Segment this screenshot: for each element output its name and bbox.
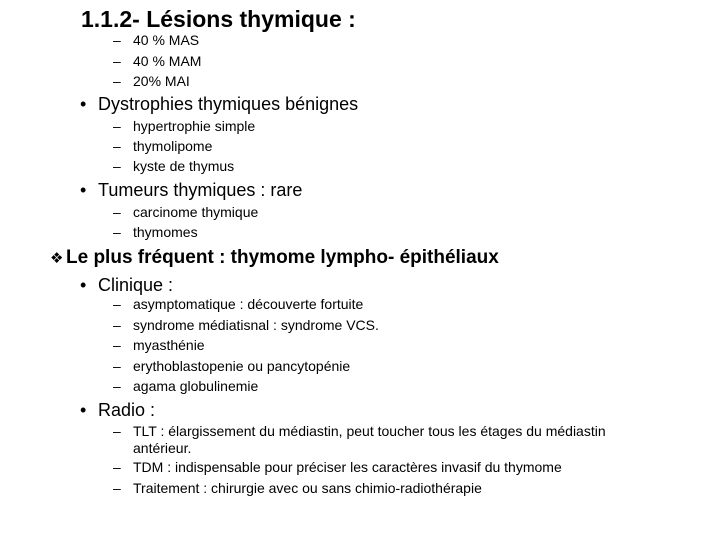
tumeurs-heading: • Tumeurs thymiques : rare — [80, 180, 303, 200]
dash-icon: – — [113, 378, 121, 394]
section-title: 1.1.2- Lésions thymique : — [81, 6, 356, 32]
list-item: – 40 % MAM — [113, 53, 202, 69]
list-item: – syndrome médiatisnal : syndrome VCS. — [113, 317, 379, 333]
dash-icon: – — [113, 296, 121, 312]
dash-icon: – — [113, 224, 121, 240]
list-item: – 40 % MAS — [113, 32, 200, 48]
list-item: – kyste de thymus — [113, 158, 235, 174]
bullet-icon: • — [80, 400, 87, 420]
list-item-continuation: antérieur. — [133, 440, 192, 456]
bullet-icon: • — [80, 180, 87, 200]
dash-icon: – — [113, 73, 121, 89]
list-item: – asymptomatique : découverte fortuite — [113, 296, 364, 312]
dash-icon: – — [113, 53, 121, 69]
dash-icon: – — [113, 423, 121, 439]
list-item: – hypertrophie simple — [113, 118, 256, 134]
list-item: – thymomes — [113, 224, 198, 240]
list-item: – carcinome thymique — [113, 204, 259, 220]
dash-icon: – — [113, 480, 121, 496]
list-item: – agama globulinemie — [113, 378, 259, 394]
dash-icon: – — [113, 158, 121, 174]
list-item: – thymolipome — [113, 138, 213, 154]
list-item: – erythoblastopenie ou pancytopénie — [113, 358, 351, 374]
dystrophies-heading: • Dystrophies thymiques bénignes — [80, 94, 359, 114]
list-item: – Traitement : chirurgie avec ou sans chimio-radiothérapie — [113, 480, 482, 496]
dash-icon: – — [113, 358, 121, 374]
dash-icon: – — [113, 204, 121, 220]
radio-heading: • Radio : — [80, 400, 156, 420]
dash-icon: – — [113, 459, 121, 475]
list-item: – TLT : élargissement du médiastin, peut toucher tous les étages du médiastin — [113, 423, 606, 439]
bullet-icon: • — [80, 94, 87, 114]
list-item: – TDM : indispensable pour préciser les caractères invasif du thymome — [113, 459, 562, 475]
dash-icon: – — [113, 118, 121, 134]
bullet-icon: • — [80, 275, 87, 295]
list-item: – myasthénie — [113, 337, 205, 353]
list-item: – 20% MAI — [113, 73, 190, 89]
diamond-bullet-icon: ❖ — [50, 250, 64, 267]
dash-icon: – — [113, 337, 121, 353]
dash-icon: – — [113, 317, 121, 333]
clinique-heading: • Clinique : — [80, 275, 174, 295]
dash-icon: – — [113, 32, 121, 48]
dash-icon: – — [113, 138, 121, 154]
frequent-heading: ❖ Le plus fréquent : thymome lympho- épithéliaux — [50, 247, 499, 268]
